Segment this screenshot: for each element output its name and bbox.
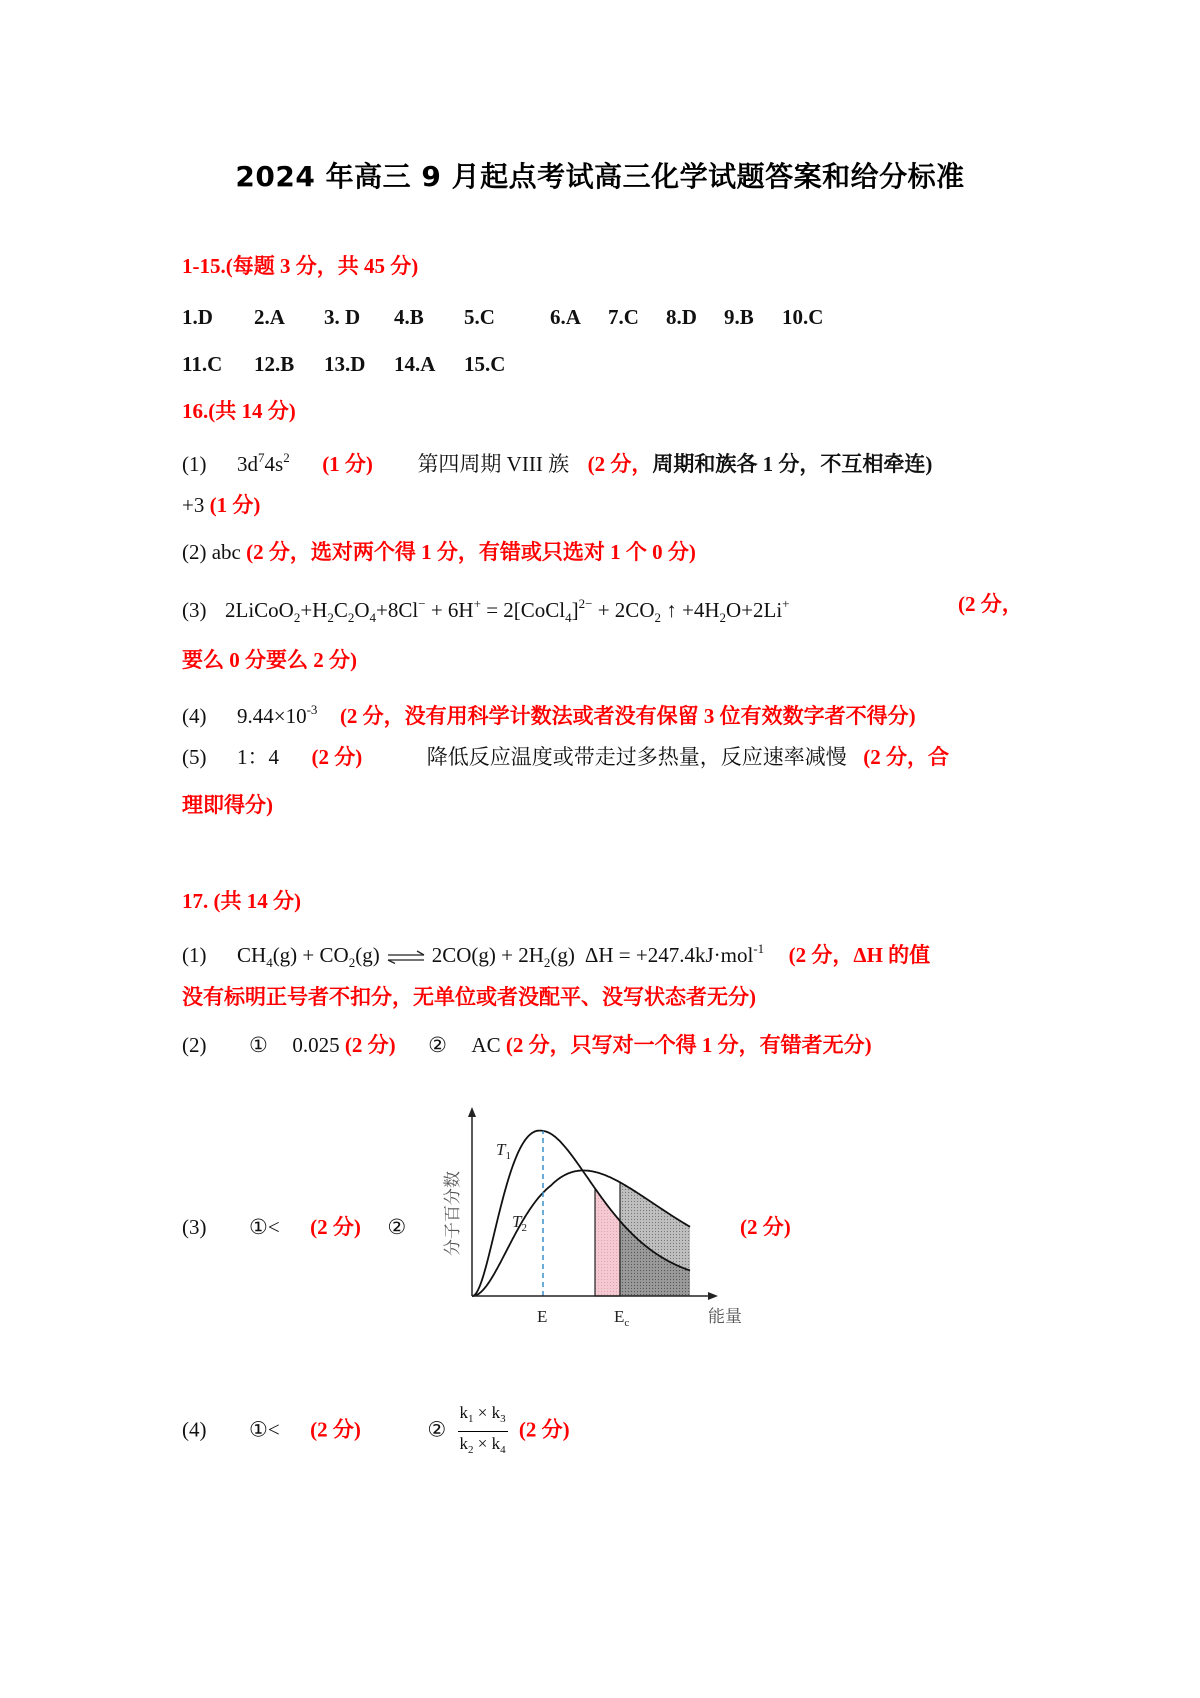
score: (2 分， <box>958 592 1023 616</box>
part-label: (3) <box>182 598 207 622</box>
answer: 7.C <box>608 305 639 329</box>
answer-value: 0.025 <box>292 1033 340 1057</box>
answer: 1.D <box>182 305 213 329</box>
y-axis-arrow-icon <box>468 1107 476 1117</box>
part-label: (4) <box>182 704 207 728</box>
fraction-denominator: $k_2 \times k_4$ <box>459 1434 506 1456</box>
electron-config: $3d^74s^2$ <box>237 450 290 476</box>
x-tick-e: E <box>537 1307 548 1326</box>
score: (1 分) <box>209 493 261 517</box>
answer: 5.C <box>464 305 495 329</box>
score: (2 分) <box>740 1215 791 1239</box>
q17-part2 <box>182 1031 872 1059</box>
sub-label: ② <box>427 1417 447 1442</box>
q16-part2 <box>182 538 696 566</box>
score: (2 分) <box>310 1417 361 1442</box>
part-label: (4) <box>182 1417 207 1442</box>
answer: 11.C <box>182 352 223 376</box>
q16-part4 <box>182 696 916 730</box>
y-axis-label: 分子百分数 <box>443 1171 462 1256</box>
energy-distribution-chart <box>420 1095 760 1345</box>
answer-value: AC <box>471 1033 501 1057</box>
answer-value: ①< <box>249 1417 280 1442</box>
x-tick-ec: $E_c$ <box>614 1307 630 1329</box>
score: (2 分) <box>344 1033 396 1057</box>
section-1-15-header: 1-15.(每题 3 分，共 45 分) <box>182 254 419 278</box>
part-label: (3) <box>182 1215 207 1239</box>
period-group-answer: 第四周期 VIII 族 <box>417 452 570 476</box>
score-note: 周期和族各 1 分，不互相牵连) <box>652 452 933 476</box>
t2-label: $T_2$ <box>512 1212 527 1234</box>
score: (2 分，只写对一个得 1 分，有错者无分) <box>505 1033 872 1057</box>
score: (2 分，ΔH 的值 <box>788 943 931 967</box>
t1-label: $T_1$ <box>496 1140 511 1162</box>
q17-part1 <box>182 935 930 977</box>
answer: 8.D <box>666 305 697 329</box>
answer: 15.C <box>464 352 506 376</box>
score: (2 分， <box>587 452 653 476</box>
score: (2 分，没有用科学计数法或者没有保留 3 位有效数字者不得分) <box>339 704 916 728</box>
answer: 14.A <box>394 352 436 376</box>
equilibrium-arrow-icon <box>386 950 426 964</box>
x-axis-label: 能量 <box>708 1307 742 1326</box>
reason: 降低反应温度或带走过多热量，反应速率减慢 <box>426 745 847 769</box>
part-label: (1) <box>182 452 207 476</box>
score: (2 分，选对两个得 1 分，有错或只选对 1 个 0 分) <box>246 540 696 564</box>
sub-label: ② <box>428 1033 447 1057</box>
score-note: 理即得分) <box>182 793 273 817</box>
ratio: 1：4 <box>237 745 279 769</box>
q16-header: 16.(共 14 分) <box>182 399 296 423</box>
score: (2 分) <box>311 745 363 769</box>
q17-part4 <box>182 1403 570 1460</box>
oxidation-state: +3 <box>182 493 205 517</box>
score-note: 要么 0 分要么 2 分) <box>182 648 357 672</box>
q16-part3 <box>182 590 790 632</box>
part-label: (5) <box>182 745 207 769</box>
part-label: (1) <box>182 943 207 967</box>
q16-part1b <box>182 491 260 519</box>
fraction-numerator: $k_1 \times k_3$ <box>458 1403 508 1432</box>
sub-label: ① <box>249 1033 268 1057</box>
answer: 6.A <box>550 305 581 329</box>
answer: 3. D <box>324 305 361 329</box>
rate-constant-fraction <box>458 1403 508 1460</box>
answers-row-1 <box>182 303 823 331</box>
score: (2 分，合 <box>863 745 949 769</box>
q17-header: 17. (共 14 分) <box>182 889 301 913</box>
x-axis-arrow-icon <box>708 1292 718 1300</box>
answer: 12.B <box>254 352 295 376</box>
answer: 4.B <box>394 305 424 329</box>
score: (2 分) <box>518 1417 570 1442</box>
score-note: 没有标明正号者不扣分，无单位或者没配平、没写状态者无分) <box>182 985 756 1009</box>
answers-row-2 <box>182 350 505 378</box>
ionic-equation: $2LiCoO_2+H_2C_2O_4+8Cl^- + 6H^+$ = 2[CoCl$_4$]$^{2-}$ + $2CO_2$ ↑ $+4H_2O+2Li^+$ <box>225 596 790 625</box>
q16-part5 <box>182 743 949 771</box>
answer: 2.A <box>254 305 285 329</box>
q17-part3 <box>182 1213 406 1241</box>
q16-part1 <box>182 444 932 478</box>
page-title: 2024 年高三 9 月起点考试高三化学试题答案和给分标准 <box>235 160 965 193</box>
answer-value: ①< <box>249 1215 280 1239</box>
ksp-value: $9.44\times 10^{-3}$ <box>237 702 318 728</box>
sub-label: ② <box>387 1215 407 1239</box>
answer: 9.B <box>724 305 754 329</box>
score: (2 分) <box>310 1215 361 1239</box>
part-answer: (2) abc <box>182 540 241 564</box>
answer: 13.D <box>324 352 366 376</box>
part-label: (2) <box>182 1033 207 1057</box>
score: (1 分) <box>322 452 373 476</box>
thermo-equation: $CH_4(g) + CO_2(g) 2CO(g) + 2H_2(g) \Delta H = +247.4kJ\cdot mol^{-1}$ <box>237 941 765 970</box>
answer: 10.C <box>782 305 824 329</box>
